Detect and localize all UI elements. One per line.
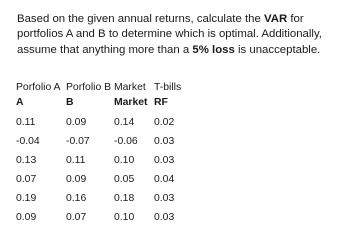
table-cell: 0.19 xyxy=(16,193,37,204)
table-cell: 0.10 xyxy=(114,212,135,223)
table-row xyxy=(16,174,194,193)
table-row xyxy=(16,112,194,136)
table-cell: 0.16 xyxy=(66,193,87,204)
table-cell: 0.07 xyxy=(66,212,87,223)
table-cell: -0.06 xyxy=(114,136,138,147)
subheader-a: A xyxy=(16,97,24,108)
header-market: Market xyxy=(114,82,146,93)
table-cell: 0.03 xyxy=(154,212,175,223)
table-cell: -0.07 xyxy=(66,136,90,147)
table-cell: 0.10 xyxy=(114,155,135,166)
returns-table xyxy=(16,82,194,231)
table-cell: 0.09 xyxy=(66,117,87,128)
table-cell: 0.03 xyxy=(154,155,175,166)
subheader-rf: RF xyxy=(154,97,168,108)
table-cell: 0.18 xyxy=(114,193,135,204)
table-cell: 0.03 xyxy=(154,193,175,204)
question-part-1: Based on the given annual returns, calculate the xyxy=(17,13,264,25)
header-portfolio-b: Porfolio B xyxy=(66,82,112,93)
question-part-2: for portfolios A and B to determine which is optimal. Additionally, assume that anything more than a xyxy=(17,13,322,56)
question-part-3: is unacceptable. xyxy=(234,43,321,56)
table-cell: 0.05 xyxy=(114,174,135,185)
table-cell: 0.11 xyxy=(16,117,36,128)
table-row xyxy=(16,212,194,231)
table-cell: 0.02 xyxy=(154,117,175,128)
var-emphasis: VAR xyxy=(263,13,288,25)
table-cell: 0.03 xyxy=(154,136,175,147)
table-subheader-row xyxy=(16,97,194,112)
table-cell: 0.07 xyxy=(16,174,37,185)
subheader-market: Market xyxy=(114,97,148,108)
table-row xyxy=(16,136,194,155)
table-header-row xyxy=(16,82,194,97)
table-cell: 0.09 xyxy=(16,212,37,223)
table-cell: 0.11 xyxy=(66,155,86,166)
loss-threshold-emphasis: 5% loss xyxy=(192,43,235,56)
table-row xyxy=(16,193,194,212)
header-t-bills: T-bills xyxy=(154,82,182,93)
table-row xyxy=(16,155,194,174)
table-cell: -0.04 xyxy=(16,136,40,147)
subheader-b: B xyxy=(66,97,74,108)
header-portfolio-a: Porfolio A xyxy=(16,82,61,93)
table-cell: 0.09 xyxy=(66,174,87,185)
table-cell: 0.04 xyxy=(154,174,175,185)
table-cell: 0.13 xyxy=(16,155,37,166)
table-cell: 0.14 xyxy=(114,117,135,128)
question-text xyxy=(17,12,343,58)
